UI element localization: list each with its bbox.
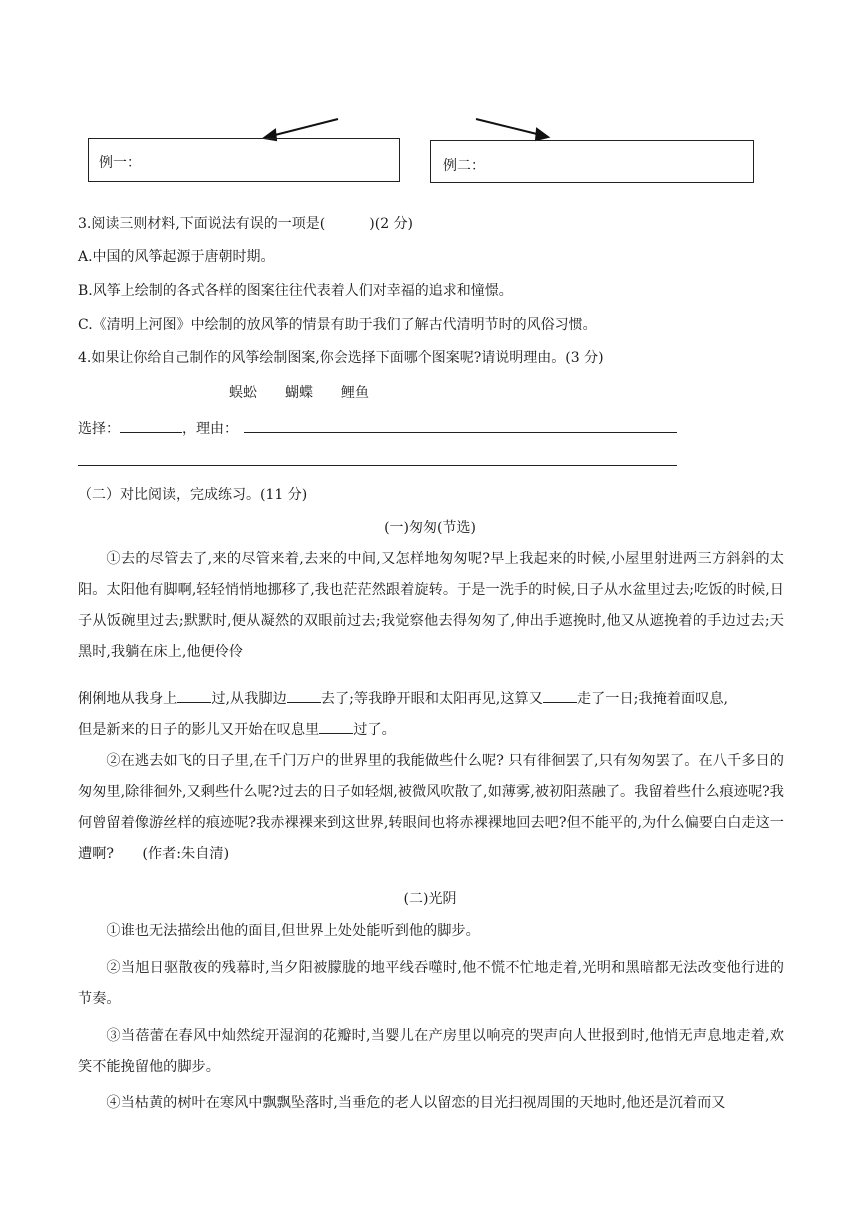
option-c: C.《清明上河图》中绘制的放风筝的情景有助于我们了解古代清明节时的风俗习惯。 bbox=[78, 317, 597, 333]
question-3 bbox=[78, 214, 413, 234]
reason-line-1[interactable] bbox=[244, 432, 677, 433]
passage-1-title: (一)匆匆(节选) bbox=[384, 520, 476, 536]
option-carp: 鲤鱼 bbox=[341, 385, 369, 401]
right-arrow-head bbox=[536, 129, 548, 140]
question-4: 4.如果让你给自己制作的风筝绘制图案,你会选择下面哪个图案呢?请说明理由。(3 分) bbox=[78, 350, 604, 366]
right-arrow-line bbox=[476, 119, 541, 135]
text-segment: 走了一日;我掩着面叹息, bbox=[576, 691, 729, 707]
text-segment: 过了。 bbox=[353, 722, 396, 738]
reason-line-2[interactable] bbox=[78, 465, 677, 466]
question-3-score: )(2 分) bbox=[369, 216, 414, 232]
passage-1-paragraph-2: ②在逃去如飞的日子里,在千门万户的世界里的我能做些什么呢? 只有徘徊罢了,只有匆匆罢了。在八千多日的匆匆里,除徘徊外,又剩些什么呢?过去的日子如轻烟,被微风吹散了,如薄雾,被初阳蒸融了。我留着些什么痕迹呢?我何曾留着像游丝样的痕迹呢?我赤裸裸来到这世界,转眼间也将赤裸裸地回去吧?但不能平的,为什么偏要白白走这一遭啊? (作者:朱自清) bbox=[78, 753, 784, 862]
fill-blank-1[interactable] bbox=[177, 688, 211, 703]
choice-row bbox=[78, 418, 238, 439]
option-b: B.风筝上绘制的各式各样的图案往往代表着人们对幸福的追求和憧憬。 bbox=[78, 283, 513, 299]
choice-blank[interactable] bbox=[120, 418, 182, 433]
reason-label: ，理由： bbox=[182, 421, 238, 437]
example-one-label: 例一： bbox=[99, 155, 141, 171]
text-segment: 但是新来的日子的影儿又开始在叹息里 bbox=[78, 722, 320, 738]
text-segment: 俐俐地从我身上 bbox=[78, 691, 178, 707]
example-two-box[interactable] bbox=[430, 140, 754, 183]
passage-1-paragraph-1: ①去的尽管去了,来的尽管来着,去来的中间,又怎样地匆匆呢?早上我起来的时候,小屋里射进两三方斜斜的太阳。太阳他有脚啊,轻轻悄悄地挪移了,我也茫茫然跟着旋转。于是一洗手的时候,日子从水盆里过去;吃饭的时候,日子从饭碗里过去;默默时,便从凝然的双眼前过去;我觉察他去得匆匆了,伸出手遮挽时,他又从遮挽着的手边过去;天黑时,我躺在床上,他便伶伶 bbox=[78, 551, 784, 660]
left-arrow-line bbox=[271, 119, 338, 136]
text-segment: 过,从我脚边 bbox=[211, 691, 287, 707]
option-a: A.中国的风筝起源于唐朝时期。 bbox=[78, 249, 275, 265]
paragraph-1-line-6 bbox=[78, 719, 396, 740]
option-butterfly: 蝴蝶 bbox=[285, 385, 313, 401]
pattern-options bbox=[229, 383, 369, 403]
fill-blank-3[interactable] bbox=[543, 688, 577, 703]
choice-label: 选择： bbox=[78, 421, 120, 437]
passage-2-paragraph-3: ③当蓓蕾在春风中灿然绽开湿润的花瓣时,当婴儿在产房里以响亮的哭声向人世报到时,他悄无声息地走着,欢笑不能挽留他的脚步。 bbox=[78, 1028, 784, 1075]
passage-2-title: (二)光阴 bbox=[403, 891, 457, 907]
paragraph-1-line-5 bbox=[78, 688, 728, 709]
section-heading: （二）对比阅读，完成练习。(11 分) bbox=[78, 487, 308, 503]
fill-blank-2[interactable] bbox=[287, 688, 321, 703]
fill-blank-4[interactable] bbox=[319, 719, 353, 734]
example-one-box[interactable] bbox=[88, 138, 400, 182]
passage-2-paragraph-2: ②当旭日驱散夜的残幕时,当夕阳被朦胧的地平线吞噬时,他不慌不忙地走着,光明和黑暗都无法改变他行进的节奏。 bbox=[78, 960, 784, 1007]
text-segment: 去了;等我睁开眼和太阳再见,这算又 bbox=[320, 691, 543, 707]
passage-2-paragraph-1: ①谁也无法描绘出他的面目,但世界上处处能听到他的脚步。 bbox=[106, 923, 480, 939]
example-two-label: 例二： bbox=[443, 158, 485, 174]
option-centipede: 蜈蚣 bbox=[229, 385, 257, 401]
passage-2-paragraph-4: ④当枯黄的树叶在寒风中飘飘坠落时,当垂危的老人以留恋的目光扫视周围的天地时,他还是沉着而又 bbox=[106, 1095, 726, 1111]
question-3-stem: 3.阅读三则材料,下面说法有误的一项是( bbox=[78, 216, 326, 232]
